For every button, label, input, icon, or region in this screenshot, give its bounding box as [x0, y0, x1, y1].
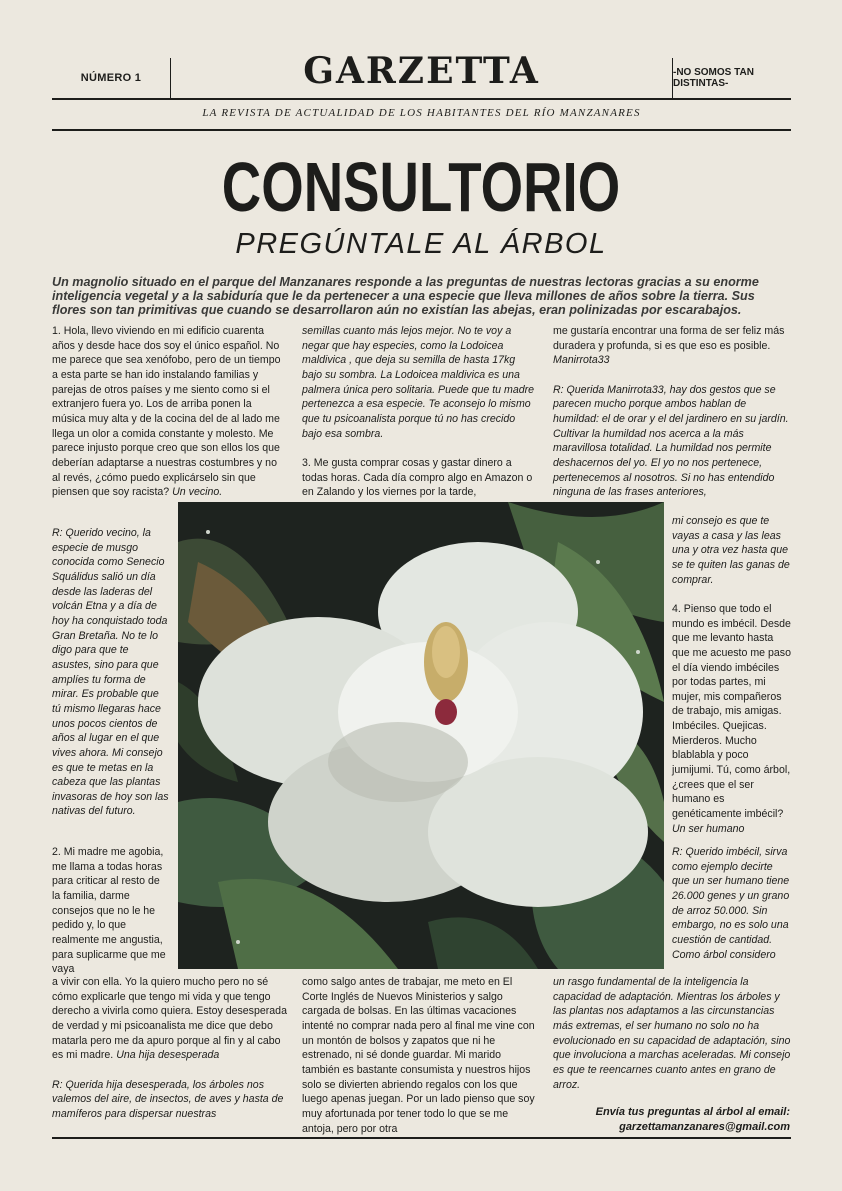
- answer-2-continued: semillas cuanto más lejos mejor. No te voy a negar que hay especies, como la Lodoicea maldivica , que deja su semilla de hasta 17kg bajo su sombra. La Lodoicea maldivica es una palmera única pero solitaria. Puede que tu madre pertenezca a esa especie. Te aconsejo lo mismo que tu psicoanalista porque tú no has crecido bajo esa sombra.: [302, 325, 535, 440]
- question-2-continued: a vivir con ella. Yo la quiero mucho pero no sé cómo explicarle que tengo mi vida y que tengo derecho a vivirla como quiera. Estoy desesperada de verdad y mi psicoanalista me dice que debo matarla pero me da apuro porque al fin y al cabo es mi madre.: [52, 976, 287, 1062]
- answer-3-continued: mi consejo es que te vayas a casa y las leas una y otra vez hasta que se te quiten las ganas de comprar.: [672, 515, 790, 586]
- question-3-continued: como salgo antes de trabajar, me meto en El Corte Inglés de Nuevos Ministerios y salgo cargada de bolsas. En las últimas vacaciones intenté no comprar nada pero al final me vine con un montón de bolsos y zapatos que ni he estrenado, ni sé donde guardar. Mi marido también es bastante consumista y nuestros hijos solo se divierten abriendo regalos con los que luego apenas juegan. Por un lado pienso que soy muy afortunada por tener todo lo que se me antoja, pero por otra: [302, 976, 535, 1135]
- column-2: [302, 324, 538, 514]
- question-2-signature: Una hija desesperada: [116, 1049, 220, 1062]
- contact-line: Envía tus preguntas al árbol al email:: [595, 1106, 790, 1118]
- contact-block: [596, 1105, 790, 1134]
- masthead-title: GARZETTA: [303, 50, 540, 92]
- answer-3: R: Querida Manirrota33, hay dos gestos que se parecen mucho porque ambos hablan de humildad: el de orar y el del jardinero en su jardín. Cultivar la humildad nos acerca a la más maravillosa totalidad. La humildad nos permite deshacernos del yo. El yo no nos pertenece, pertenecemos al nosotros. Si no has entendido ninguna de las frases anteriores,: [553, 383, 789, 499]
- column-3-wrap: [672, 514, 792, 851]
- contact-email[interactable]: garzettamanzanares@gmail.com: [619, 1120, 790, 1133]
- answer-2: R: Querida hija desesperada, los árboles nos valemos del aire, de insectos, de aves y hasta de mamíferos para dispersar nuestras: [52, 1078, 284, 1120]
- masthead-bottom-rule: [52, 129, 791, 131]
- masthead-subtitle: LA REVISTA DE ACTUALIDAD DE LOS HABITANTES DEL RÍO MANZANARES: [202, 107, 641, 119]
- question-2: 2. Mi madre me agobia, me llama a todas horas para criticar al resto de la familia, darme consejos que no le he pedido y, lo que realmente me angustia, para suplicarme que me vaya: [52, 846, 166, 976]
- answer-1: R: Querido vecino, la especie de musgo conocida como Senecio Squálidus salió un día desde las laderas del volcán Etna y a día de hoy ha conquistado toda Gran Bretaña. No te lo digo para que te asustes, sino para que amplíes tu forma de mirar. Es probable que tú mismo llegaras hace unos pocos cientos de años al lugar en el que vives ahora. Mi consejo es que te metas en la cabeza que las plantas invasoras de hoy son las nativas del futuro.: [52, 527, 169, 818]
- question-3-signature: Manirrota33: [553, 354, 610, 367]
- column-2-bottom: [302, 975, 538, 1151]
- headline: CONSULTORIO: [221, 148, 621, 226]
- question-3-end: me gustaría encontrar una forma de ser feliz más duradera y profunda, si es que eso es posible.: [553, 325, 785, 352]
- magnolia-illustration: [178, 502, 664, 969]
- lead-paragraph: Un magnolio situado en el parque del Manzanares responde a las preguntas de nuestras lectoras gracias a su enorme inteligencia vegetal y a la sabiduría que le da pertenecer a una especie que lleva millones de años sobre la tierra. Sus flores son tan primitivas que cuando se desarrollaron aún no existían las abejas, eran polinizadas por escarabajos.: [52, 275, 759, 318]
- kicker: PREGÚNTALE AL ÁRBOL: [235, 228, 607, 260]
- question-4: 4. Pienso que todo el mundo es imbécil. Desde que me levanto hasta que me acuesto me paso el día viendo imbéciles por todas partes, mi mujer, mis compañeros de trabajo, mis amigas. Imbéciles. Quejicas. Mierderos. Mucho blablabla y poco jumijumi. Tú, como árbol, ¿crees que el ser humano es genéticamente imbécil?: [672, 602, 791, 821]
- footer-rule: [52, 1137, 791, 1139]
- column-3: [553, 324, 791, 514]
- magnolia-flower-image: [178, 502, 664, 969]
- column-1: [52, 324, 287, 514]
- masthead-motto: -NO SOMOS TAN DISTINTAS-: [673, 67, 754, 89]
- answer-4: R: Querido imbécil, sirva como ejemplo decirte que un ser humano tiene 26.000 genes y un grano de arroz 50.000. Sin embargo, no es solo una cuestión de cantidad. Como árbol considero: [672, 846, 790, 961]
- masthead-top-rule: [52, 98, 791, 100]
- question-1: 1. Hola, llevo viviendo en mi edificio cuarenta años y desde hace dos soy el único español. No me parece que sea xenófobo, pero de un tiempo a esta parte se han ido instalando familias y parejas de otros países y me siento como si el extranjero fuera yo. Los de arriba ponen la música muy alta y de la cocina del de al lado me llega un olor a comida constante y molesto. Me parece injusto porque creo que son ellos los que deberían adaptarse a nuestras costumbres y no al revés, ¿cómo puedo explicárselo sin que piensen que soy racista?: [52, 325, 281, 499]
- column-1-bottom: [52, 975, 287, 1136]
- question-1-signature: Un vecino.: [172, 486, 223, 499]
- issue-number: NÚMERO 1: [80, 72, 142, 84]
- answer-4-continued: un rasgo fundamental de la inteligencia la capacidad de adaptación. Mientras los árboles y las plantas nos adaptamos a las circunstancias más extremas, el ser humano no solo no ha evolucionado en su capacidad de adaptación, sino que involuciona a marchas aceleradas. Mi consejo es que te reencarnes cuanto antes en grano de arroz.: [553, 976, 791, 1091]
- question-3: 3. Me gusta comprar cosas y gastar dinero a todas horas. Cada día compro algo en Amazon o en Zalando y los viernes por la tarde,: [302, 456, 533, 499]
- question-4-signature: Un ser humano: [672, 822, 745, 835]
